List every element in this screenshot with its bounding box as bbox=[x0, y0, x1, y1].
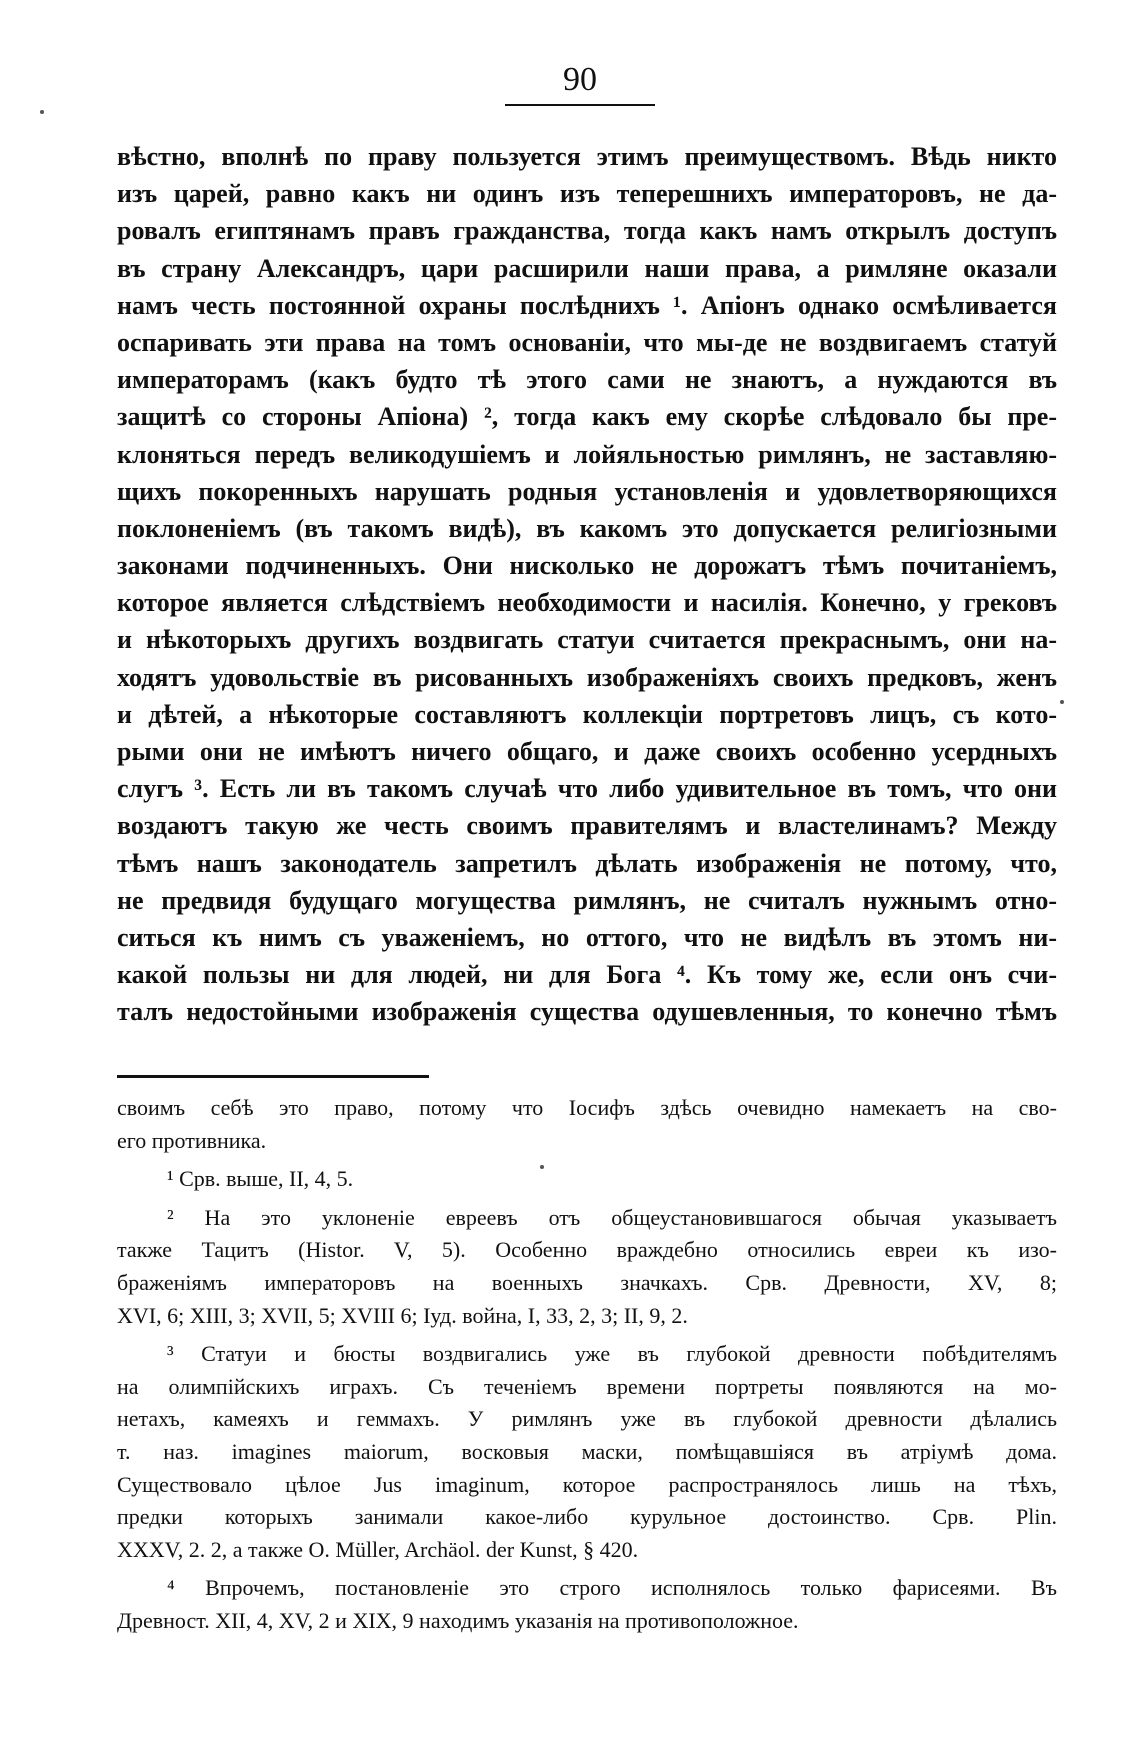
text-line: ходятъ удовольствіе въ рисованныхъ изображеніяхъ своихъ предковъ, женъ bbox=[117, 662, 1057, 692]
text-line: намъ честь постоянной охраны послѣднихъ ¹. Апіонъ однако осмѣливается bbox=[117, 290, 1057, 320]
text-line: не предвидя будущаго могущества римлянъ, не считалъ нужнымъ отно- bbox=[117, 885, 1057, 915]
text-line: законами подчиненныхъ. Они нисколько не дорожатъ тѣмъ почитаніемъ, bbox=[117, 551, 1057, 581]
text-line: ровалъ египтянамъ правъ гражданства, тогда какъ намъ открылъ доступъ bbox=[117, 216, 1057, 246]
footnote-3 bbox=[117, 1338, 1057, 1566]
main-text bbox=[117, 138, 1057, 1031]
footnote-continuation bbox=[117, 1092, 1057, 1157]
footnote-1 bbox=[117, 1163, 1057, 1196]
text-line: которое является слѣдствіемъ необходимости и насилія. Конечно, у грековъ bbox=[117, 588, 1057, 618]
text-line: и дѣтей, а нѣкоторые составляютъ коллекціи портретовъ лицъ, съ кото- bbox=[117, 699, 1057, 729]
scan-speck bbox=[40, 110, 44, 114]
text-line: талъ недостойными изображенія существа одушевленныя, то конечно тѣмъ bbox=[117, 997, 1057, 1027]
text-line: слугъ ³. Есть ли въ такомъ случаѣ что либо удивительное въ томъ, что они bbox=[117, 774, 1057, 804]
footnote-rule bbox=[117, 1075, 429, 1078]
text-line: тѣмъ нашъ законодатель запретилъ дѣлать изображенія не потому, что, bbox=[117, 848, 1057, 878]
footnotes bbox=[117, 1092, 1057, 1644]
footnote-line: XVI, 6; XIII, 3; XVII, 5; XVIII 6; Іуд. война, I, 33, 2, 3; II, 9, 2. bbox=[117, 1302, 688, 1328]
text-line: рыми они не имѣютъ ничего общаго, и даже своихъ особенно усердныхъ bbox=[117, 737, 1057, 766]
footnote-2 bbox=[117, 1202, 1057, 1332]
page-number: 90 bbox=[563, 61, 597, 98]
scan-speck bbox=[1060, 700, 1064, 704]
footnote-line: Древност. XII, 4, XV, 2 и XIX, 9 находимъ указанія на противоположное. bbox=[117, 1607, 799, 1633]
text-line: и нѣкоторыхъ другихъ воздвигать статуи считается прекраснымъ, они на- bbox=[117, 625, 1057, 655]
footnote-4 bbox=[117, 1572, 1057, 1637]
footnote-line: на олимпійскихъ играхъ. Съ теченіемъ времени портреты появляются на мо- bbox=[117, 1373, 1057, 1399]
text-line: поклоненіемъ (въ такомъ видѣ), въ какомъ это допускается религіозными bbox=[117, 513, 1057, 543]
footnote-line: своимъ себѣ это право, потому что Іосифъ здѣсь очевидно намекаетъ на сво- bbox=[117, 1095, 1057, 1120]
footnote-line: браженіямъ императоровъ на военныхъ значкахъ. Срв. Древности, XV, 8; bbox=[117, 1269, 1057, 1295]
text-line: изъ царей, равно какъ ни одинъ изъ теперешнихъ императоровъ, не да- bbox=[117, 179, 1057, 209]
footnote-line: т. наз. imagines maiorum, восковыя маски, помѣщавшіяся въ атріумѣ дома. bbox=[117, 1438, 1057, 1464]
scan-speck bbox=[540, 1165, 544, 1169]
text-line: оспаривать эти права на томъ основаніи, что мы-де не воздвигаемъ статуй bbox=[117, 327, 1057, 357]
text-line: защитѣ со стороны Апіона) ², тогда какъ ему скорѣе слѣдовало бы пре- bbox=[117, 402, 1057, 432]
footnote-line: ³ Статуи и бюсты воздвигались уже въ глубокой древности побѣдителямъ bbox=[167, 1341, 1057, 1367]
footnote-line: ¹ Срв. выше, II, 4, 5. bbox=[167, 1166, 354, 1192]
footnote-line: ⁴ Впрочемъ, постановленіе это строго исполнялось только фарисеями. Въ bbox=[167, 1575, 1057, 1601]
text-line: императорамъ (какъ будто тѣ этого сами не знаютъ, а нуждаются въ bbox=[117, 365, 1057, 395]
text-line: клоняться передъ великодушіемъ и лойяльностью римлянъ, не заставляю- bbox=[117, 439, 1057, 469]
footnote-line: предки которыхъ занимали какое-либо курульное достоинство. Срв. Plin. bbox=[117, 1504, 1057, 1530]
text-line: вѣстно, вполнѣ по праву пользуется этимъ преимуществомъ. Вѣдь никто bbox=[117, 142, 1057, 171]
text-line: ситься къ нимъ съ уваженіемъ, но оттого, что не видѣлъ въ этомъ ни- bbox=[117, 922, 1057, 952]
footnote-line: нетахъ, камеяхъ и геммахъ. У римлянъ уже въ глубокой древности дѣлались bbox=[117, 1406, 1057, 1432]
text-line: въ страну Александръ, цари расширили наши права, а римляне оказали bbox=[117, 253, 1057, 283]
footnote-line: XXXV, 2. 2, а также O. Müller, Archäol. der Kunst, § 420. bbox=[117, 1536, 639, 1562]
text-line: воздаютъ такую же честь своимъ правителямъ и властелинамъ? Между bbox=[117, 811, 1057, 841]
footnote-line: Существовало цѣлое Jus imaginum, которое распространялось лишь на тѣхъ, bbox=[117, 1471, 1057, 1497]
header-rule bbox=[505, 104, 655, 106]
footnote-line: его противника. bbox=[117, 1127, 267, 1153]
footnote-line: также Тацитъ (Histor. V, 5). Особенно враждебно относились евреи къ изо- bbox=[117, 1237, 1057, 1263]
text-line: щихъ покоренныхъ нарушать родныя установленія и удовлетворяющихся bbox=[117, 476, 1057, 506]
footnote-line: ² На это уклоненіе евреевъ отъ общеустановившагося обычая указываетъ bbox=[167, 1204, 1057, 1230]
text-line: какой пользы ни для людей, ни для Бога ⁴. Къ тому же, если онъ счи- bbox=[117, 960, 1057, 990]
